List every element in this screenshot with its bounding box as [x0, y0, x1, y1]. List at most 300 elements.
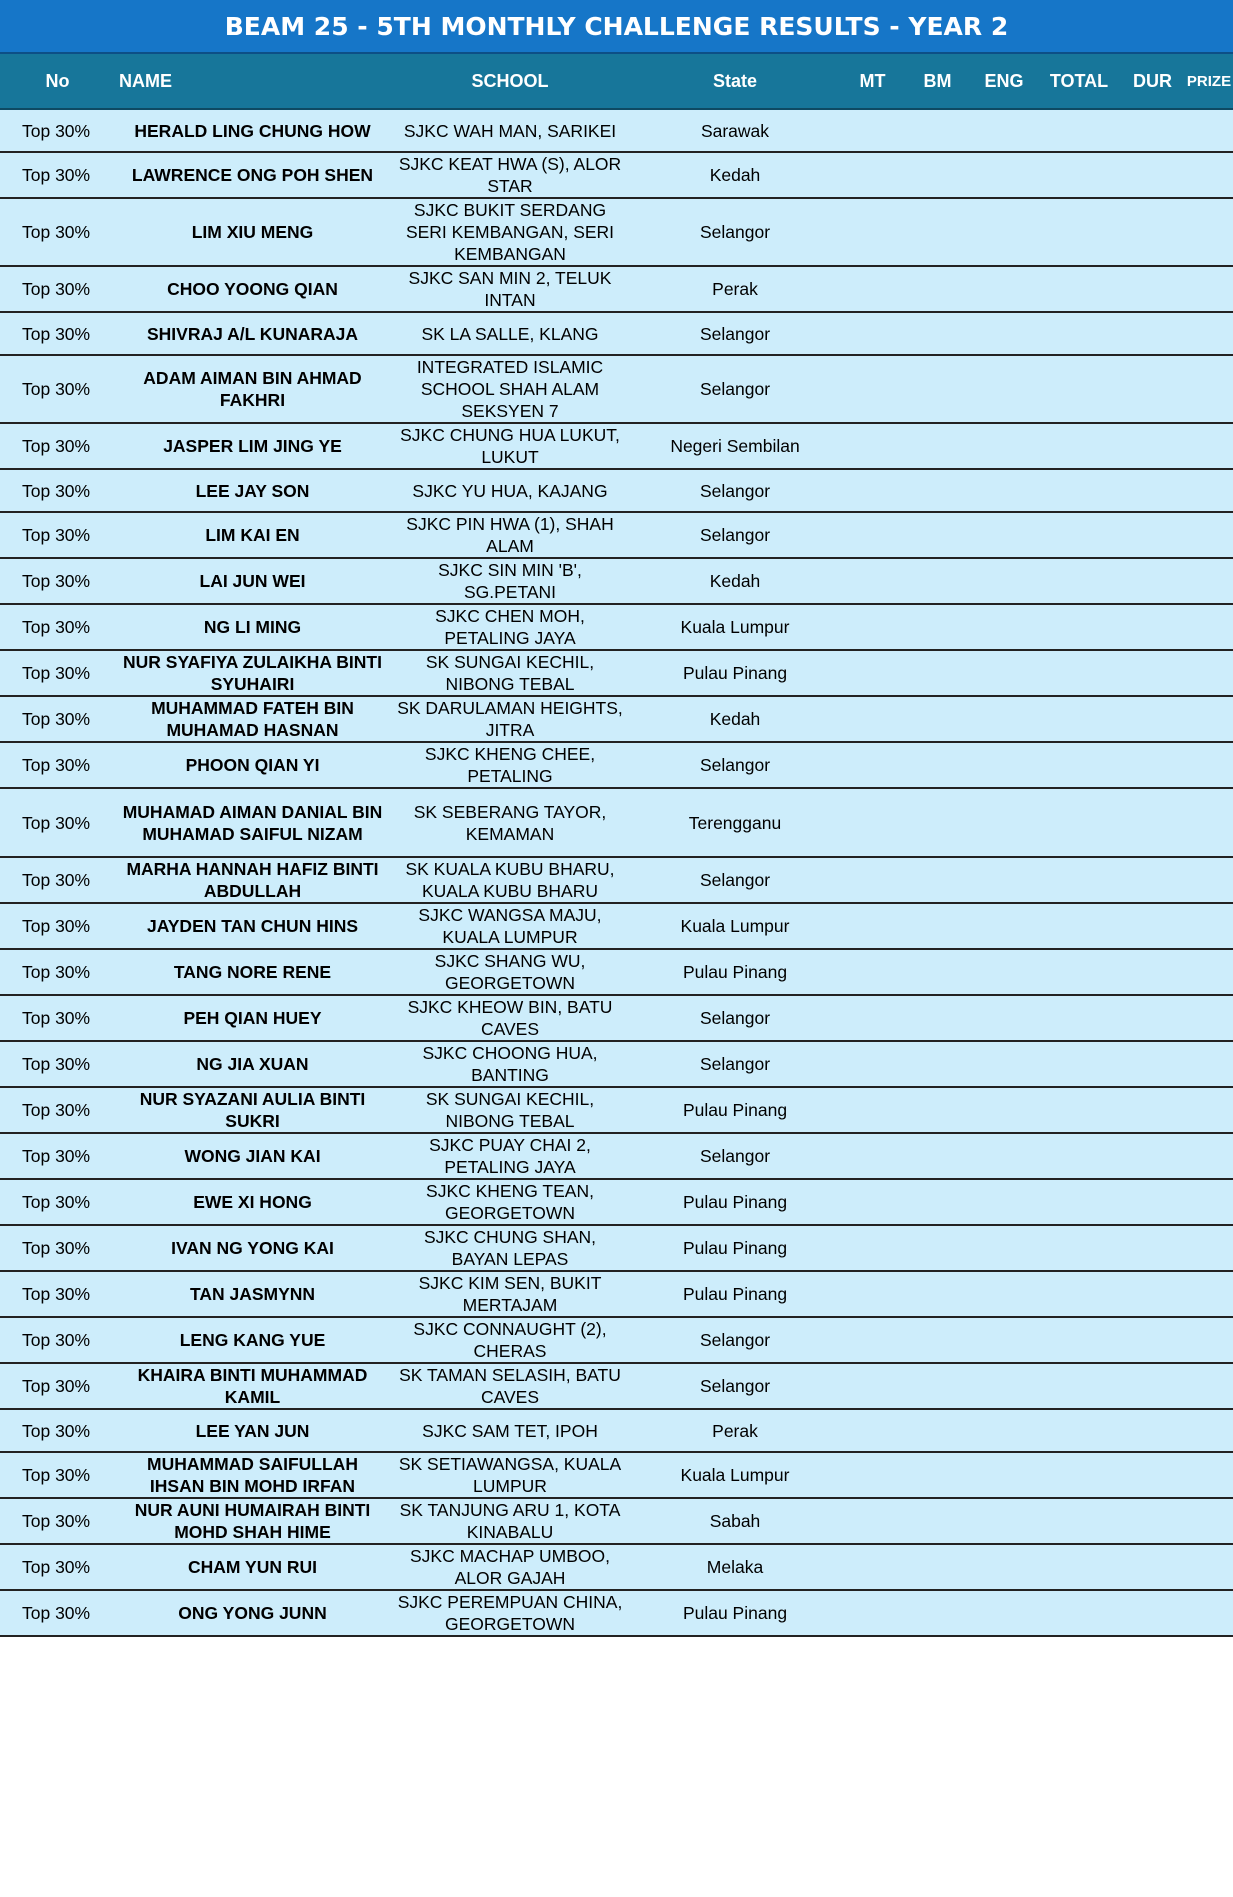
cell-school: INTEGRATED ISLAMIC SCHOOL SHAH ALAM SEKSYEN 7: [390, 355, 630, 423]
cell-name: LEE YAN JUN: [115, 1409, 390, 1452]
cell-total: [1038, 355, 1120, 423]
cell-prize: [1185, 266, 1233, 312]
cell-dur: [1120, 696, 1185, 742]
cell-total: [1038, 742, 1120, 788]
cell-state: Kuala Lumpur: [630, 903, 840, 949]
cell-eng: [970, 312, 1038, 355]
cell-dur: [1120, 1225, 1185, 1271]
cell-eng: [970, 1041, 1038, 1087]
cell-school: SJKC KHEOW BIN, BATU CAVES: [390, 995, 630, 1041]
cell-total: [1038, 312, 1120, 355]
cell-bm: [905, 650, 970, 696]
cell-eng: [970, 109, 1038, 152]
table-row: [0, 1590, 1233, 1636]
cell-name: NG LI MING: [115, 604, 390, 650]
cell-bm: [905, 903, 970, 949]
cell-name: NG JIA XUAN: [115, 1041, 390, 1087]
cell-name: LEE JAY SON: [115, 469, 390, 512]
cell-total: [1038, 1544, 1120, 1590]
cell-school: SJKC BUKIT SERDANG SERI KEMBANGAN, SERI KEMBANGAN: [390, 198, 630, 266]
cell-state: Kuala Lumpur: [630, 604, 840, 650]
cell-eng: [970, 1225, 1038, 1271]
cell-eng: [970, 469, 1038, 512]
table-row: [0, 1498, 1233, 1544]
cell-total: [1038, 857, 1120, 903]
cell-eng: [970, 1363, 1038, 1409]
cell-mt: [840, 857, 905, 903]
cell-total: [1038, 604, 1120, 650]
cell-total: [1038, 696, 1120, 742]
cell-total: [1038, 1498, 1120, 1544]
cell-prize: [1185, 1452, 1233, 1498]
results-table: [0, 54, 1233, 1637]
cell-mt: [840, 266, 905, 312]
cell-dur: [1120, 1133, 1185, 1179]
table-row: [0, 423, 1233, 469]
cell-dur: [1120, 355, 1185, 423]
cell-total: [1038, 1317, 1120, 1363]
cell-eng: [970, 903, 1038, 949]
cell-eng: [970, 512, 1038, 558]
cell-bm: [905, 1271, 970, 1317]
cell-name: NUR AUNI HUMAIRAH BINTI MOHD SHAH HIME: [115, 1498, 390, 1544]
cell-no: Top 30%: [0, 604, 115, 650]
cell-no: Top 30%: [0, 1409, 115, 1452]
cell-dur: [1120, 650, 1185, 696]
header-bm: BM: [905, 54, 970, 109]
cell-school: SK DARULAMAN HEIGHTS, JITRA: [390, 696, 630, 742]
table-row: [0, 1409, 1233, 1452]
cell-mt: [840, 1452, 905, 1498]
table-row: [0, 995, 1233, 1041]
cell-prize: [1185, 903, 1233, 949]
cell-total: [1038, 903, 1120, 949]
cell-state: Selangor: [630, 995, 840, 1041]
cell-state: Selangor: [630, 312, 840, 355]
table-row: [0, 1271, 1233, 1317]
cell-no: Top 30%: [0, 949, 115, 995]
cell-no: Top 30%: [0, 1225, 115, 1271]
cell-total: [1038, 558, 1120, 604]
cell-dur: [1120, 995, 1185, 1041]
cell-bm: [905, 788, 970, 857]
cell-name: MUHAMMAD FATEH BIN MUHAMAD HASNAN: [115, 696, 390, 742]
cell-dur: [1120, 423, 1185, 469]
cell-school: SK TAMAN SELASIH, BATU CAVES: [390, 1363, 630, 1409]
cell-dur: [1120, 266, 1185, 312]
cell-school: SJKC CHUNG SHAN, BAYAN LEPAS: [390, 1225, 630, 1271]
cell-prize: [1185, 312, 1233, 355]
cell-eng: [970, 558, 1038, 604]
cell-no: Top 30%: [0, 1544, 115, 1590]
cell-school: SJKC KHENG CHEE, PETALING: [390, 742, 630, 788]
cell-school: SJKC PUAY CHAI 2, PETALING JAYA: [390, 1133, 630, 1179]
cell-mt: [840, 1317, 905, 1363]
table-row: [0, 742, 1233, 788]
cell-no: Top 30%: [0, 1271, 115, 1317]
cell-school: SJKC KIM SEN, BUKIT MERTAJAM: [390, 1271, 630, 1317]
table-row: [0, 1179, 1233, 1225]
cell-mt: [840, 1087, 905, 1133]
cell-prize: [1185, 558, 1233, 604]
cell-state: Terengganu: [630, 788, 840, 857]
cell-bm: [905, 423, 970, 469]
cell-state: Pulau Pinang: [630, 949, 840, 995]
cell-no: Top 30%: [0, 469, 115, 512]
cell-no: Top 30%: [0, 512, 115, 558]
cell-total: [1038, 650, 1120, 696]
cell-bm: [905, 1498, 970, 1544]
cell-mt: [840, 788, 905, 857]
cell-prize: [1185, 1590, 1233, 1636]
cell-school: SJKC KEAT HWA (S), ALOR STAR: [390, 152, 630, 198]
cell-prize: [1185, 604, 1233, 650]
cell-prize: [1185, 650, 1233, 696]
cell-state: Selangor: [630, 742, 840, 788]
table-row: [0, 109, 1233, 152]
cell-state: Sarawak: [630, 109, 840, 152]
cell-no: Top 30%: [0, 696, 115, 742]
cell-eng: [970, 198, 1038, 266]
cell-prize: [1185, 1498, 1233, 1544]
cell-eng: [970, 1544, 1038, 1590]
table-row: [0, 696, 1233, 742]
cell-bm: [905, 469, 970, 512]
table-row: [0, 949, 1233, 995]
cell-school: SJKC MACHAP UMBOO, ALOR GAJAH: [390, 1544, 630, 1590]
cell-total: [1038, 788, 1120, 857]
cell-school: SJKC CHUNG HUA LUKUT, LUKUT: [390, 423, 630, 469]
header-eng: ENG: [970, 54, 1038, 109]
cell-name: CHAM YUN RUI: [115, 1544, 390, 1590]
cell-prize: [1185, 1179, 1233, 1225]
cell-prize: [1185, 742, 1233, 788]
cell-no: Top 30%: [0, 1452, 115, 1498]
cell-no: Top 30%: [0, 109, 115, 152]
cell-eng: [970, 1271, 1038, 1317]
cell-dur: [1120, 558, 1185, 604]
cell-dur: [1120, 1544, 1185, 1590]
cell-mt: [840, 949, 905, 995]
header-row: [0, 54, 1233, 109]
cell-mt: [840, 1363, 905, 1409]
cell-eng: [970, 1179, 1038, 1225]
cell-no: Top 30%: [0, 1087, 115, 1133]
cell-no: Top 30%: [0, 198, 115, 266]
cell-bm: [905, 1133, 970, 1179]
cell-bm: [905, 604, 970, 650]
cell-prize: [1185, 1271, 1233, 1317]
cell-mt: [840, 903, 905, 949]
cell-eng: [970, 1452, 1038, 1498]
cell-no: Top 30%: [0, 1179, 115, 1225]
cell-bm: [905, 1225, 970, 1271]
cell-prize: [1185, 198, 1233, 266]
cell-name: PHOON QIAN YI: [115, 742, 390, 788]
cell-state: Selangor: [630, 857, 840, 903]
cell-mt: [840, 1544, 905, 1590]
header-total: TOTAL: [1038, 54, 1120, 109]
cell-bm: [905, 1041, 970, 1087]
cell-state: Kuala Lumpur: [630, 1452, 840, 1498]
table-body: [0, 109, 1233, 1636]
cell-no: Top 30%: [0, 1041, 115, 1087]
cell-dur: [1120, 1363, 1185, 1409]
cell-dur: [1120, 1498, 1185, 1544]
cell-state: Kedah: [630, 152, 840, 198]
cell-school: SJKC YU HUA, KAJANG: [390, 469, 630, 512]
table-row: [0, 1225, 1233, 1271]
cell-prize: [1185, 355, 1233, 423]
cell-name: HERALD LING CHUNG HOW: [115, 109, 390, 152]
header-state: State: [630, 54, 840, 109]
cell-bm: [905, 857, 970, 903]
cell-bm: [905, 1363, 970, 1409]
cell-prize: [1185, 469, 1233, 512]
table-row: [0, 788, 1233, 857]
cell-bm: [905, 1317, 970, 1363]
cell-mt: [840, 1590, 905, 1636]
table-row: [0, 266, 1233, 312]
cell-dur: [1120, 1590, 1185, 1636]
table-header: [0, 54, 1233, 109]
cell-name: LAWRENCE ONG POH SHEN: [115, 152, 390, 198]
table-row: [0, 1133, 1233, 1179]
cell-name: CHOO YOONG QIAN: [115, 266, 390, 312]
cell-eng: [970, 604, 1038, 650]
cell-name: MUHAMAD AIMAN DANIAL BIN MUHAMAD SAIFUL NIZAM: [115, 788, 390, 857]
cell-mt: [840, 1498, 905, 1544]
cell-school: SK KUALA KUBU BHARU, KUALA KUBU BHARU: [390, 857, 630, 903]
cell-name: MUHAMMAD SAIFULLAH IHSAN BIN MOHD IRFAN: [115, 1452, 390, 1498]
sheet-title: BEAM 25 - 5TH MONTHLY CHALLENGE RESULTS - YEAR 2: [0, 0, 1233, 54]
cell-total: [1038, 1271, 1120, 1317]
cell-dur: [1120, 109, 1185, 152]
cell-bm: [905, 198, 970, 266]
cell-state: Kedah: [630, 558, 840, 604]
cell-prize: [1185, 995, 1233, 1041]
cell-prize: [1185, 1544, 1233, 1590]
cell-name: JAYDEN TAN CHUN HINS: [115, 903, 390, 949]
cell-name: TANG NORE RENE: [115, 949, 390, 995]
cell-eng: [970, 1317, 1038, 1363]
cell-total: [1038, 423, 1120, 469]
cell-school: SK TANJUNG ARU 1, KOTA KINABALU: [390, 1498, 630, 1544]
cell-school: SJKC SAM TET, IPOH: [390, 1409, 630, 1452]
cell-bm: [905, 1409, 970, 1452]
cell-state: Selangor: [630, 1317, 840, 1363]
cell-name: NUR SYAZANI AULIA BINTI SUKRI: [115, 1087, 390, 1133]
cell-state: Pulau Pinang: [630, 1225, 840, 1271]
cell-bm: [905, 1590, 970, 1636]
cell-no: Top 30%: [0, 423, 115, 469]
cell-state: Selangor: [630, 1363, 840, 1409]
cell-total: [1038, 1363, 1120, 1409]
cell-prize: [1185, 1133, 1233, 1179]
table-row: [0, 650, 1233, 696]
cell-dur: [1120, 857, 1185, 903]
cell-state: Perak: [630, 266, 840, 312]
cell-mt: [840, 1271, 905, 1317]
cell-state: Pulau Pinang: [630, 650, 840, 696]
cell-dur: [1120, 312, 1185, 355]
cell-name: IVAN NG YONG KAI: [115, 1225, 390, 1271]
cell-state: Selangor: [630, 469, 840, 512]
cell-no: Top 30%: [0, 355, 115, 423]
cell-bm: [905, 696, 970, 742]
cell-name: LIM XIU MENG: [115, 198, 390, 266]
cell-no: Top 30%: [0, 903, 115, 949]
cell-prize: [1185, 1041, 1233, 1087]
cell-prize: [1185, 857, 1233, 903]
cell-prize: [1185, 788, 1233, 857]
cell-state: Negeri Sembilan: [630, 423, 840, 469]
cell-bm: [905, 1544, 970, 1590]
cell-name: LENG KANG YUE: [115, 1317, 390, 1363]
cell-bm: [905, 558, 970, 604]
cell-dur: [1120, 1179, 1185, 1225]
cell-eng: [970, 1498, 1038, 1544]
cell-dur: [1120, 788, 1185, 857]
cell-total: [1038, 1409, 1120, 1452]
cell-mt: [840, 1133, 905, 1179]
cell-no: Top 30%: [0, 1590, 115, 1636]
cell-dur: [1120, 1271, 1185, 1317]
cell-mt: [840, 995, 905, 1041]
cell-state: Melaka: [630, 1544, 840, 1590]
cell-no: Top 30%: [0, 857, 115, 903]
cell-school: SJKC WAH MAN, SARIKEI: [390, 109, 630, 152]
cell-mt: [840, 312, 905, 355]
cell-eng: [970, 1590, 1038, 1636]
cell-school: SJKC CONNAUGHT (2), CHERAS: [390, 1317, 630, 1363]
cell-school: SJKC WANGSA MAJU, KUALA LUMPUR: [390, 903, 630, 949]
cell-mt: [840, 198, 905, 266]
cell-mt: [840, 742, 905, 788]
cell-eng: [970, 1087, 1038, 1133]
cell-total: [1038, 1225, 1120, 1271]
cell-bm: [905, 995, 970, 1041]
cell-no: Top 30%: [0, 1317, 115, 1363]
cell-total: [1038, 1087, 1120, 1133]
table-row: [0, 152, 1233, 198]
cell-prize: [1185, 423, 1233, 469]
cell-school: SJKC PIN HWA (1), SHAH ALAM: [390, 512, 630, 558]
cell-no: Top 30%: [0, 650, 115, 696]
table-row: [0, 1041, 1233, 1087]
cell-name: MARHA HANNAH HAFIZ BINTI ABDULLAH: [115, 857, 390, 903]
cell-bm: [905, 1179, 970, 1225]
cell-no: Top 30%: [0, 312, 115, 355]
cell-no: Top 30%: [0, 1363, 115, 1409]
cell-school: SK SUNGAI KECHIL, NIBONG TEBAL: [390, 650, 630, 696]
cell-mt: [840, 152, 905, 198]
cell-eng: [970, 949, 1038, 995]
cell-prize: [1185, 1317, 1233, 1363]
cell-school: SK SETIAWANGSA, KUALA LUMPUR: [390, 1452, 630, 1498]
cell-prize: [1185, 1087, 1233, 1133]
cell-eng: [970, 1409, 1038, 1452]
header-mt: MT: [840, 54, 905, 109]
table-row: [0, 558, 1233, 604]
cell-bm: [905, 109, 970, 152]
cell-mt: [840, 650, 905, 696]
table-row: [0, 512, 1233, 558]
cell-mt: [840, 355, 905, 423]
cell-state: Pulau Pinang: [630, 1087, 840, 1133]
cell-mt: [840, 1041, 905, 1087]
cell-bm: [905, 742, 970, 788]
cell-total: [1038, 469, 1120, 512]
cell-eng: [970, 152, 1038, 198]
cell-school: SJKC SHANG WU, GEORGETOWN: [390, 949, 630, 995]
cell-state: Perak: [630, 1409, 840, 1452]
cell-eng: [970, 423, 1038, 469]
cell-dur: [1120, 604, 1185, 650]
cell-name: EWE XI HONG: [115, 1179, 390, 1225]
cell-name: KHAIRA BINTI MUHAMMAD KAMIL: [115, 1363, 390, 1409]
cell-mt: [840, 1179, 905, 1225]
cell-state: Pulau Pinang: [630, 1271, 840, 1317]
cell-mt: [840, 1225, 905, 1271]
cell-total: [1038, 1041, 1120, 1087]
cell-dur: [1120, 152, 1185, 198]
table-row: [0, 604, 1233, 650]
cell-dur: [1120, 1409, 1185, 1452]
cell-no: Top 30%: [0, 152, 115, 198]
cell-name: ONG YONG JUNN: [115, 1590, 390, 1636]
cell-state: Selangor: [630, 1041, 840, 1087]
table-row: [0, 1363, 1233, 1409]
cell-prize: [1185, 696, 1233, 742]
cell-no: Top 30%: [0, 266, 115, 312]
cell-state: Kedah: [630, 696, 840, 742]
cell-dur: [1120, 1452, 1185, 1498]
cell-total: [1038, 995, 1120, 1041]
cell-total: [1038, 1133, 1120, 1179]
cell-dur: [1120, 1041, 1185, 1087]
cell-no: Top 30%: [0, 1133, 115, 1179]
cell-name: SHIVRAJ A/L KUNARAJA: [115, 312, 390, 355]
cell-total: [1038, 266, 1120, 312]
cell-state: Pulau Pinang: [630, 1590, 840, 1636]
table-row: [0, 1452, 1233, 1498]
cell-name: LAI JUN WEI: [115, 558, 390, 604]
cell-school: SJKC SIN MIN 'B', SG.PETANI: [390, 558, 630, 604]
cell-total: [1038, 512, 1120, 558]
cell-eng: [970, 1133, 1038, 1179]
cell-eng: [970, 650, 1038, 696]
cell-bm: [905, 355, 970, 423]
cell-name: NUR SYAFIYA ZULAIKHA BINTI SYUHAIRI: [115, 650, 390, 696]
table-row: [0, 198, 1233, 266]
cell-eng: [970, 696, 1038, 742]
cell-school: SJKC SAN MIN 2, TELUK INTAN: [390, 266, 630, 312]
cell-state: Pulau Pinang: [630, 1179, 840, 1225]
cell-eng: [970, 355, 1038, 423]
cell-prize: [1185, 152, 1233, 198]
cell-school: SJKC KHENG TEAN, GEORGETOWN: [390, 1179, 630, 1225]
cell-name: PEH QIAN HUEY: [115, 995, 390, 1041]
cell-dur: [1120, 903, 1185, 949]
cell-total: [1038, 1452, 1120, 1498]
cell-dur: [1120, 198, 1185, 266]
cell-bm: [905, 1452, 970, 1498]
cell-no: Top 30%: [0, 995, 115, 1041]
cell-school: SK LA SALLE, KLANG: [390, 312, 630, 355]
cell-bm: [905, 152, 970, 198]
cell-total: [1038, 1179, 1120, 1225]
